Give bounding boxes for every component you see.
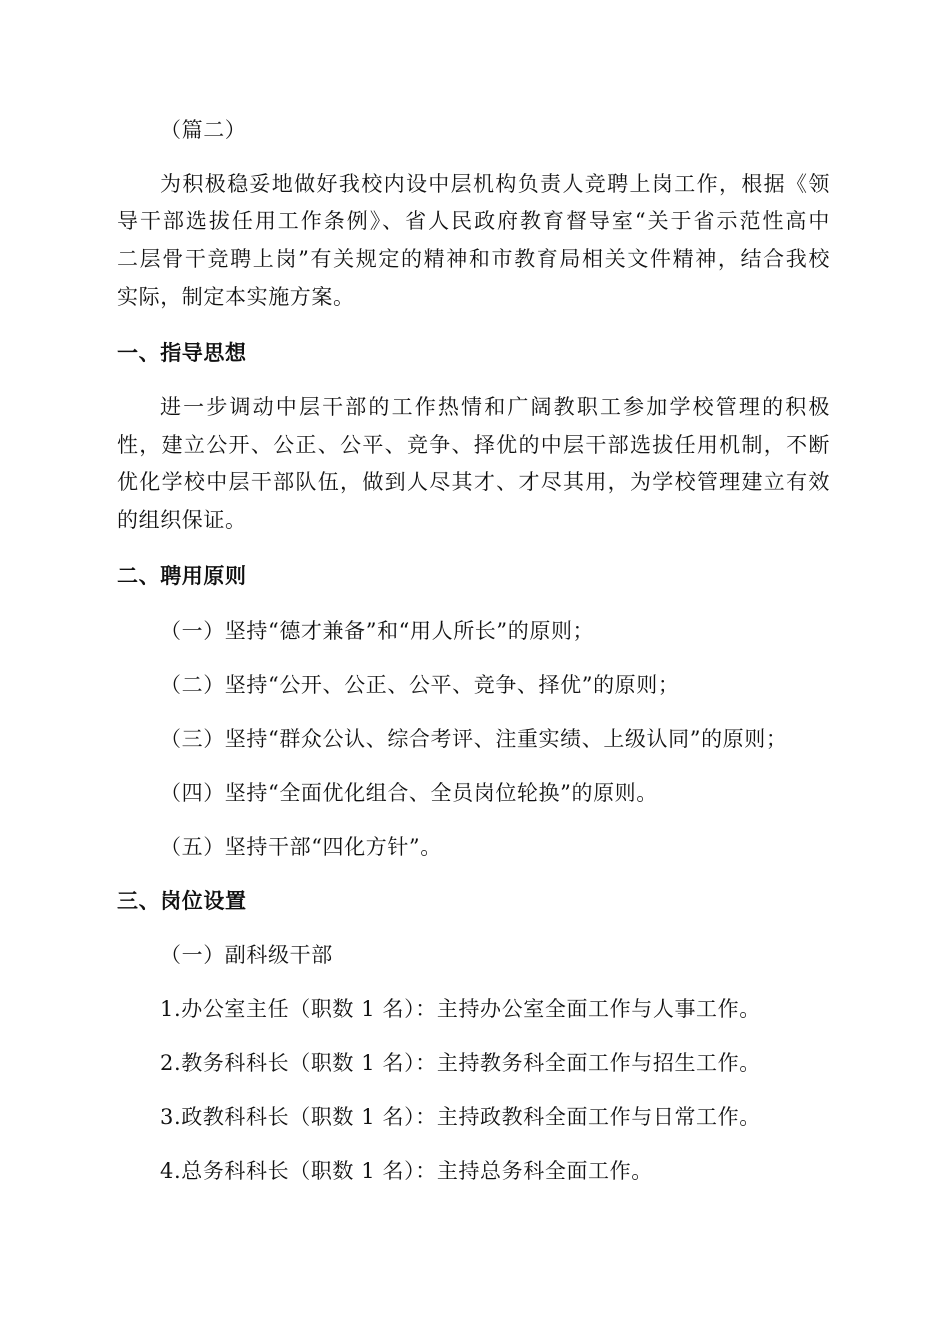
section-2-heading: 二、聘用原则 [117, 564, 247, 588]
principle-item-1: （一）坚持“德才兼备”和“用人所长”的原则； [160, 619, 595, 643]
position-item-4: 4.总务科科长（职数 1 名）：主持总务科全面工作。 [160, 1159, 653, 1183]
position-item-3: 3.政教科科长（职数 1 名）：主持政教科全面工作与日常工作。 [160, 1105, 761, 1129]
section-1-line-2: 性，建立公开、公正、公平、竞争、择优的中层干部选拔任用机制，不断 [117, 433, 830, 457]
principle-item-4: （四）坚持“全面优化组合、全员岗位轮换”的原则。 [160, 781, 658, 805]
principle-item-5: （五）坚持干部“四化方针”。 [160, 835, 442, 859]
section-1-line-4: 的组织保证。 [117, 508, 247, 532]
part-label: （篇二） [160, 118, 247, 142]
section-1-line-1: 进一步调动中层干部的工作热情和广阔教职工参加学校管理的积极 [160, 395, 830, 419]
position-item-1: 1.办公室主任（职数 1 名）：主持办公室全面工作与人事工作。 [160, 997, 761, 1021]
intro-line-2: 导干部选拔任用工作条例》、省人民政府教育督导室“关于省示范性高中 [117, 209, 830, 233]
principle-item-2: （二）坚持“公开、公正、公平、竞争、择优”的原则； [160, 673, 680, 697]
section-3-heading: 三、岗位设置 [117, 889, 247, 913]
intro-line-3: 二层骨干竞聘上岗”有关规定的精神和市教育局相关文件精神，结合我校 [117, 247, 830, 271]
position-item-2: 2.教务科科长（职数 1 名）：主持教务科全面工作与招生工作。 [160, 1051, 761, 1075]
intro-line-4: 实际，制定本实施方案。 [117, 285, 355, 309]
principle-item-3: （三）坚持“群众公认、综合考评、注重实绩、上级认同”的原则； [160, 727, 788, 751]
intro-line-1: 为积极稳妥地做好我校内设中层机构负责人竞聘上岗工作，根据《领 [160, 172, 830, 196]
section-1-line-3: 优化学校中层干部队伍，做到人尽其才、才尽其用，为学校管理建立有效 [117, 470, 830, 494]
section-3-subheading: （一）副科级干部 [160, 943, 333, 967]
section-1-heading: 一、指导思想 [117, 341, 247, 365]
